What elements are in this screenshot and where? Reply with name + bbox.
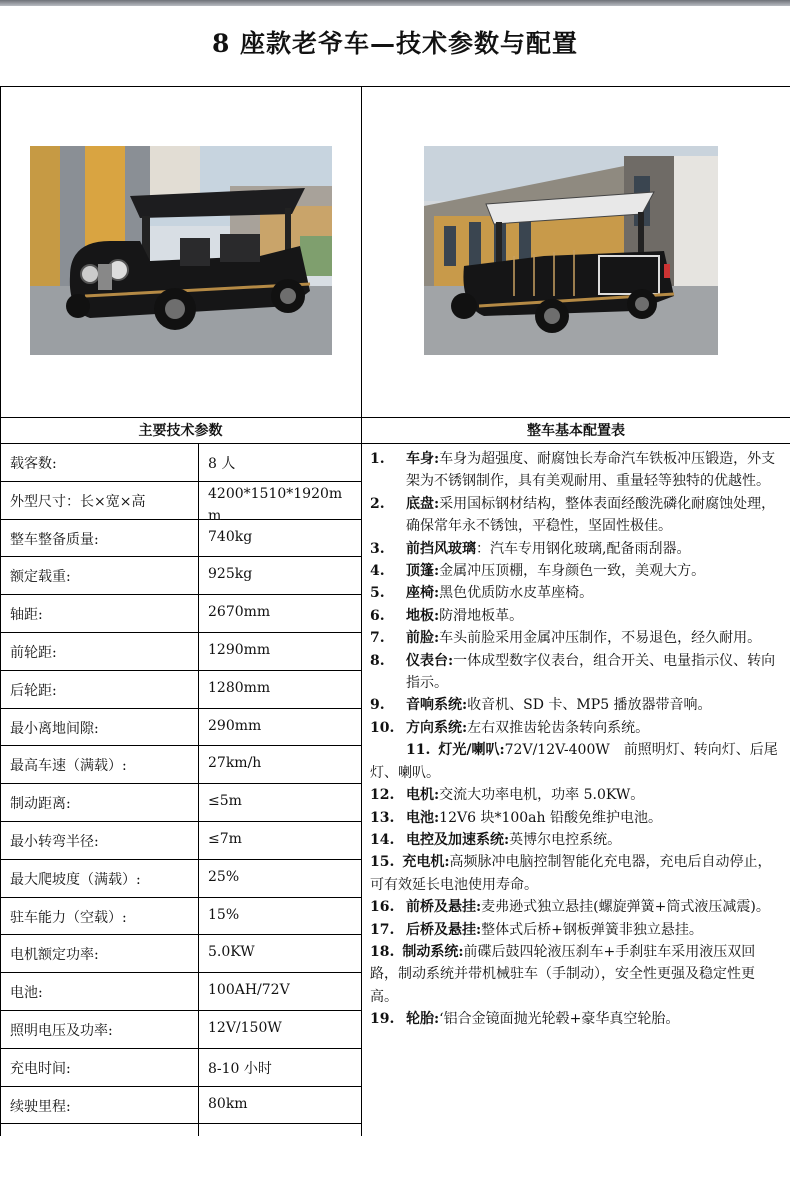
spec-row-divider <box>0 1086 361 1087</box>
spec-value: 740kg <box>208 528 253 545</box>
config-item-name: 底盘: <box>406 495 440 512</box>
spec-value: 2670mm <box>208 604 271 621</box>
config-item-name: 前挡风玻璃 <box>406 540 476 557</box>
config-item-number: 12. <box>370 787 395 804</box>
config-item-name: 充电机: <box>402 854 450 871</box>
spec-value: 1290mm <box>208 642 271 658</box>
config-item <box>370 448 782 493</box>
config-item-name: 方向系统: <box>406 719 468 736</box>
spec-value: ≤7m <box>208 831 242 847</box>
spec-label: 载客数: <box>10 456 57 472</box>
config-item-text: 英博尔电控系统。 <box>509 831 622 848</box>
config-item-number: 18. <box>370 943 395 960</box>
config-item-number: 3. <box>370 540 385 557</box>
config-item <box>370 694 782 716</box>
config-item-number: 16. <box>370 899 395 916</box>
config-item <box>370 717 782 739</box>
spec-row-divider <box>0 821 361 822</box>
config-item <box>370 493 782 538</box>
config-item <box>370 851 782 896</box>
config-item-number: 14. <box>370 831 395 848</box>
spec-row-divider <box>0 1010 361 1011</box>
spec-value: 25% <box>208 868 240 885</box>
spec-row-divider <box>0 556 361 557</box>
photo-row-bottom <box>0 417 790 418</box>
spec-label: 后轮距: <box>10 682 57 699</box>
spec-label: 驻车能力（空载）: <box>10 909 127 926</box>
spec-label: 额定载重: <box>10 569 71 586</box>
config-item <box>370 560 782 582</box>
config-item-number: 1. <box>370 451 385 467</box>
config-item <box>370 582 782 604</box>
spec-label: 前轮距: <box>10 645 57 661</box>
config-item-name: 顶篷: <box>406 563 440 580</box>
config-item-name: 灯光/喇叭: <box>438 742 505 759</box>
table-border-left <box>0 86 1 1136</box>
config-item-text: 整体式后桥+钢板弹簧非独立悬挂。 <box>481 921 703 938</box>
spec-label: 电机额定功率: <box>10 947 99 964</box>
spec-column-divider <box>198 443 199 1136</box>
config-item-number: 5. <box>370 585 385 602</box>
config-item-number: 7. <box>370 630 385 647</box>
config-item <box>370 784 782 806</box>
config-item-number: 9. <box>370 697 385 714</box>
spec-value: 27km/h <box>208 755 262 772</box>
config-item-text: 交流大功率电机，功率 5.0KW。 <box>439 787 645 804</box>
config-item <box>370 829 782 851</box>
spec-value: 80km <box>208 1095 248 1112</box>
spec-value: 100AH/72V <box>208 982 290 999</box>
spec-label: 最大爬坡度（满载）: <box>10 871 141 888</box>
config-item <box>370 605 782 627</box>
config-item-number: 15. <box>370 854 395 871</box>
config-item-text: 车身为超强度、耐腐蚀长寿命汽车铁板冲压锻造，外支架为不锈钢制作，具有美观耐用、重量轻等独特的优越性。 <box>406 451 776 490</box>
spec-row-divider <box>0 972 361 973</box>
config-item-name: 制动系统: <box>402 943 464 960</box>
config-item <box>370 941 782 1008</box>
config-item-number: 19. <box>370 1011 395 1028</box>
spec-header: 主要技术参数 <box>138 423 223 439</box>
spec-value: 8-10 小时 <box>208 1060 272 1077</box>
spec-label: 最小离地间隙: <box>10 720 99 737</box>
config-item-number: 2. <box>370 495 385 512</box>
config-item-name: 电控及加速系统: <box>406 831 510 848</box>
top-bar <box>0 0 790 6</box>
config-item-text: 72V/12V-400W 前照明灯、转向灯、后尾灯、喇叭。 <box>370 742 778 781</box>
config-item-text: 前碟后鼓四轮液压刹车+手刹驻车采用液压双回路，制动系统并带机械驻车（手制动），安全性更强及稳定性更高。 <box>370 943 756 1005</box>
config-item <box>370 807 782 829</box>
config-item-number: 4. <box>370 563 385 580</box>
config-item-text: 采用国标钢材结构，整体表面经酸洗磷化耐腐蚀处理，确保常年永不锈蚀，平稳性，坚固性极佳。 <box>406 495 776 535</box>
config-item-name: 前桥及悬挂: <box>406 899 482 916</box>
config-item-text: 车头前脸采用金属冲压制作，不易退色，经久耐用。 <box>439 630 762 647</box>
spec-label: 制动距离: <box>10 796 71 813</box>
config-item-name: 前脸: <box>406 630 440 647</box>
page-title: 8 座款老爷车—技术参数与配置 <box>211 29 579 58</box>
spec-value: 15% <box>208 906 240 923</box>
config-list <box>370 448 782 1031</box>
spec-value: 290mm <box>208 717 262 734</box>
table-divider <box>361 86 362 1136</box>
spec-value: 1280mm <box>208 679 271 696</box>
config-item <box>370 538 782 560</box>
config-item-text: ：汽车专用钢化玻璃,配备雨刮器。 <box>476 540 691 557</box>
spec-label: 充电时间: <box>10 1060 71 1077</box>
spec-row-divider <box>0 481 361 482</box>
spec-row-divider <box>0 594 361 595</box>
config-item-number: 8. <box>370 652 385 669</box>
config-item <box>370 739 782 784</box>
config-item-number: 6. <box>370 607 385 624</box>
config-item-name: 音响系统: <box>406 697 468 714</box>
config-item <box>370 627 782 649</box>
spec-value: 925kg <box>208 566 253 583</box>
header-row-bottom <box>0 443 790 444</box>
spec-row-divider <box>0 670 361 671</box>
spec-row-divider <box>0 1123 361 1124</box>
config-item-text: 一体成型数字仪表台，组合开关、电量指示仪、转向指示。 <box>406 652 776 692</box>
config-item-name: 轮胎: <box>406 1011 440 1028</box>
config-item-name: 座椅: <box>406 585 440 602</box>
spec-row-divider <box>0 632 361 633</box>
config-item-number: 10. <box>370 719 395 736</box>
spec-row-divider <box>0 934 361 935</box>
config-item-text: 黑色优质防水皮革座椅。 <box>439 585 594 602</box>
config-item-name: 电池: <box>406 809 440 826</box>
config-item-name: 电机: <box>406 787 440 804</box>
spec-label: 整车整备质量: <box>10 531 99 548</box>
spec-label: 轴距: <box>10 607 43 624</box>
spec-label: 外型尺寸：长×宽×高 <box>10 493 146 510</box>
spec-label: 照明电压及功率: <box>10 1023 113 1039</box>
config-item-text: 高频脉冲电脑控制智能化充电器，充电后自动停止，可有效延长电池使用寿命。 <box>370 854 772 893</box>
spec-label: 电池: <box>10 985 43 1002</box>
config-item-name: 仪表台: <box>406 652 454 669</box>
config-item-name: 车身: <box>406 451 440 467</box>
spec-label: 最小转弯半径: <box>10 834 99 850</box>
config-item-text: 左右双推齿轮齿条转向系统。 <box>467 719 650 736</box>
spec-label: 续驶里程: <box>10 1098 71 1115</box>
spec-row-divider <box>0 745 361 746</box>
spec-value: 4200*1510*1920m m <box>208 485 343 524</box>
car-photo-rear <box>424 146 718 355</box>
config-item-text: 12V6 块*100ah 铅酸免维护电池。 <box>439 809 662 826</box>
spec-row-divider <box>0 1048 361 1049</box>
config-item-number: 17. <box>370 921 395 938</box>
config-header: 整车基本配置表 <box>527 423 625 439</box>
spec-row-divider <box>0 783 361 784</box>
spec-value: 12V/150W <box>208 1020 282 1036</box>
car-photo-front <box>30 146 332 355</box>
config-item-text: 麦弗逊式独立悬挂(螺旋弹簧+筒式液压减震)。 <box>481 899 770 916</box>
config-item-number: 11. <box>406 742 431 759</box>
config-item-number: 13. <box>370 809 395 826</box>
config-item <box>370 896 782 918</box>
spec-row-divider <box>0 859 361 860</box>
config-item <box>370 919 782 941</box>
table-border-top <box>0 86 790 87</box>
spec-value: 8 人 <box>208 456 236 472</box>
config-item <box>370 1008 782 1030</box>
config-item-name: 地板: <box>406 607 440 624</box>
config-item-text: ‘铝合金镜面抛光轮毂+豪华真空轮胎。 <box>439 1011 680 1028</box>
spec-label: 最高车速（满载）: <box>10 758 127 775</box>
spec-value: 5.0KW <box>208 944 255 961</box>
config-item-text: 防滑地板革。 <box>439 607 524 624</box>
spec-row-divider <box>0 897 361 898</box>
config-item-name: 后桥及悬挂: <box>406 921 482 938</box>
config-item <box>370 650 782 695</box>
spec-row-divider <box>0 708 361 709</box>
spec-value: ≤5m <box>208 793 242 810</box>
config-item-text: 金属冲压顶棚，车身颜色一致，美观大方。 <box>439 563 706 580</box>
config-item-text: 收音机、SD 卡、MP5 播放器带音响。 <box>467 697 712 714</box>
